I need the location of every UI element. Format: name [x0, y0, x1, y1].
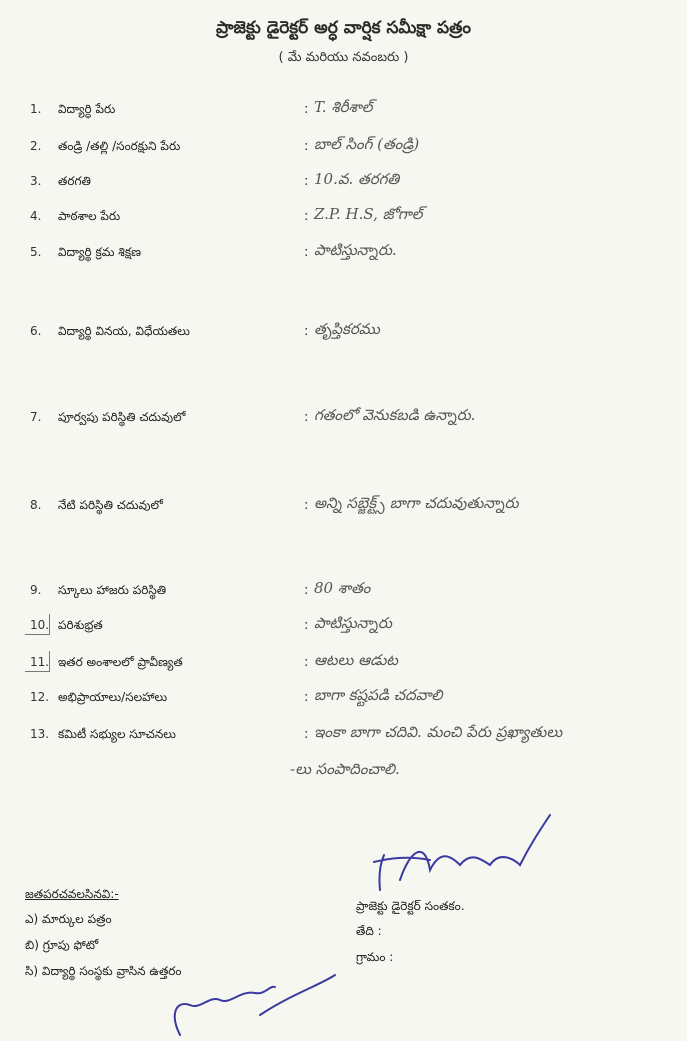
field-label: కమిటీ సభ్యుల సూచనలు [58, 727, 176, 741]
field-colon: : [304, 618, 309, 633]
field-value: ఆటలు ఆడుట [314, 651, 398, 669]
field-colon: : [304, 410, 309, 425]
field-number: 7. [30, 410, 42, 424]
field-colon: : [304, 690, 309, 705]
field-number: 3. [30, 174, 42, 188]
village-label: గ్రామం : [356, 950, 394, 964]
officer-signature-scribble [160, 965, 360, 1041]
field-number: 8. [30, 498, 42, 512]
field-value: అన్ని సబ్జెక్ట్స్ బాగా చదువుతున్నారు [314, 494, 519, 512]
form-row [0, 243, 687, 267]
enclosures-heading: జతపరచవలసినవి:- [25, 887, 119, 901]
field-label: నేటి పరిస్థితి చదువులో [58, 498, 163, 512]
form-row [0, 725, 687, 749]
field-value: పాటిస్తున్నారు. [314, 241, 397, 259]
field-number: 13. [30, 727, 50, 741]
form-row [0, 100, 687, 124]
field-value: తృప్తికరము [314, 320, 380, 338]
form-row [0, 496, 687, 520]
field-label: పాఠశాల పేరు [58, 209, 121, 223]
field-label: అభిప్రాయాలు/సలహాలు [58, 690, 168, 704]
field-number: 6. [30, 324, 42, 338]
field-number: 10. [30, 618, 50, 632]
field-number: 2. [30, 139, 42, 153]
form-row [0, 581, 687, 605]
field-value: Z.P. H.S, జోగాల్ [314, 205, 423, 223]
field-value: పాటిస్తున్నారు [314, 614, 392, 632]
enclosure-item: సి) విద్యార్థి సంస్థకు వ్రాసిన ఉత్తరం [25, 964, 182, 978]
field-label: విద్యార్థి వినయ, విధేయతలు [58, 324, 190, 338]
field-label: తండ్రి /తల్లి /సంరక్షుని పేరు [58, 139, 181, 153]
field-colon: : [304, 209, 309, 224]
form-row [0, 207, 687, 231]
field-colon: : [304, 174, 309, 189]
form-row [0, 322, 687, 346]
field-label: పరిశుభ్రత [58, 618, 103, 632]
field-number: 4. [30, 209, 42, 223]
field-number: 5. [30, 245, 42, 259]
form-row [0, 616, 687, 640]
form-title: ప్రాజెక్టు డైరెక్టర్ అర్ధ వార్షిక సమీక్షా పత్రం [216, 18, 471, 38]
form-row [0, 688, 687, 712]
enclosure-item: ఎ) మార్కుల పత్రం [25, 912, 112, 926]
field-value: గతంలో వెనుకబడి ఉన్నారు. [314, 406, 476, 424]
field-value: బాల్ సింగ్ (తండ్రి) [314, 135, 420, 153]
enclosure-item: బి) గ్రూపు ఫోటో [25, 938, 99, 952]
form-subtitle: ( మే మరియు నవంబరు ) [278, 50, 409, 65]
field-colon: : [304, 245, 309, 260]
field-colon: : [304, 583, 309, 598]
field-colon: : [304, 727, 309, 742]
field-value: T. శిరీశాల్ [314, 98, 373, 116]
field-value: 10.వ. తరగతి [314, 170, 400, 188]
form-row [0, 172, 687, 196]
field-colon: : [304, 324, 309, 339]
field-number: 11. [30, 655, 50, 669]
field-label: తరగతి [58, 174, 91, 188]
date-label: తేది : [356, 924, 382, 938]
field-value: 80 శాతం [314, 579, 371, 597]
field-colon: : [304, 498, 309, 513]
field-label: స్కూలు హాజరు పరిస్థితి [58, 583, 167, 597]
field-colon: : [304, 655, 309, 670]
field-colon: : [304, 139, 309, 154]
form-row [0, 408, 687, 432]
director-signature-label: ప్రాజెక్టు డైరెక్టర్ సంతకం. [356, 899, 465, 913]
form-row [0, 137, 687, 161]
field-value: బాగా కష్టపడి చదవాలి [314, 686, 443, 704]
field-label: విద్యార్థి క్రమ శిక్షణ [58, 245, 141, 259]
form-row [0, 653, 687, 677]
field-number: 1. [30, 102, 42, 116]
field-13-continuation: -లు సంపాదించాలి. [290, 760, 400, 778]
field-number: 12. [30, 690, 50, 704]
field-label: విద్యార్ధి పేరు [58, 102, 116, 116]
field-label: ఇతర అంశాలలో ప్రావీణ్యత [58, 655, 183, 669]
field-value: ఇంకా బాగా చదివి. మంచి పేరు ప్రఖ్యాతులు [314, 723, 563, 741]
director-signature-scribble [370, 810, 560, 900]
field-colon: : [304, 102, 309, 117]
field-number: 9. [30, 583, 42, 597]
field-label: పూర్వపు పరిస్థితి చదువులో [58, 410, 186, 424]
